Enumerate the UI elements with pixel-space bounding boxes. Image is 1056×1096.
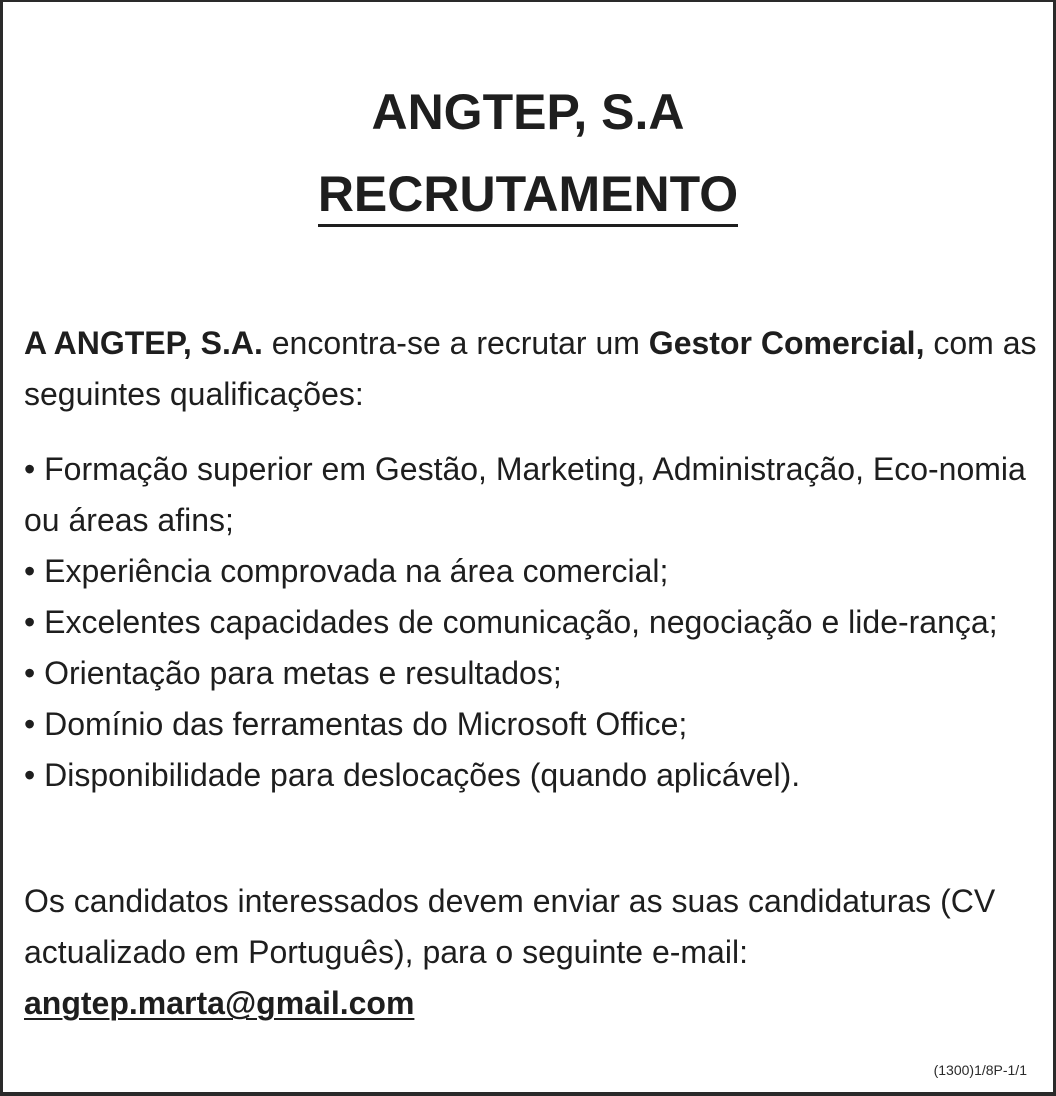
intro-position: Gestor Comercial, bbox=[648, 325, 925, 361]
qualification-item: • Experiência comprovada na área comercial; bbox=[24, 553, 669, 589]
qualifications-list bbox=[24, 444, 1045, 801]
intro-text-2: com as seguintes qualificações: bbox=[24, 325, 1037, 412]
company-title: ANGTEP, S.A bbox=[371, 84, 685, 140]
qualification-item: • Orientação para metas e resultados; bbox=[24, 655, 562, 691]
qualification-item: • Excelentes capacidades de comunicação, negociação e lide-rança; bbox=[24, 604, 998, 640]
contact-email-link[interactable]: angtep.marta@gmail.com bbox=[24, 985, 415, 1021]
ad-reference: (1300)1/8P-1/1 bbox=[933, 1062, 1027, 1078]
qualification-item: • Disponibilidade para deslocações (quando aplicável). bbox=[24, 757, 801, 793]
intro-paragraph bbox=[24, 318, 1045, 420]
ad-heading: RECRUTAMENTO bbox=[318, 164, 738, 227]
intro-text-1: encontra-se a recrutar um bbox=[262, 325, 649, 361]
closing-paragraph bbox=[24, 876, 1045, 1029]
qualification-item: • Formação superior em Gestão, Marketing, Administração, Eco-nomia ou áreas afins; bbox=[24, 451, 1026, 538]
intro-company: A ANGTEP, S.A. bbox=[24, 325, 263, 361]
closing-text: Os candidatos interessados devem enviar as suas candidaturas (CV actualizado em Português), para o seguinte e-mail: bbox=[24, 883, 996, 970]
heading-wrap bbox=[3, 164, 1053, 227]
qualification-item: • Domínio das ferramentas do Microsoft Office; bbox=[24, 706, 688, 742]
